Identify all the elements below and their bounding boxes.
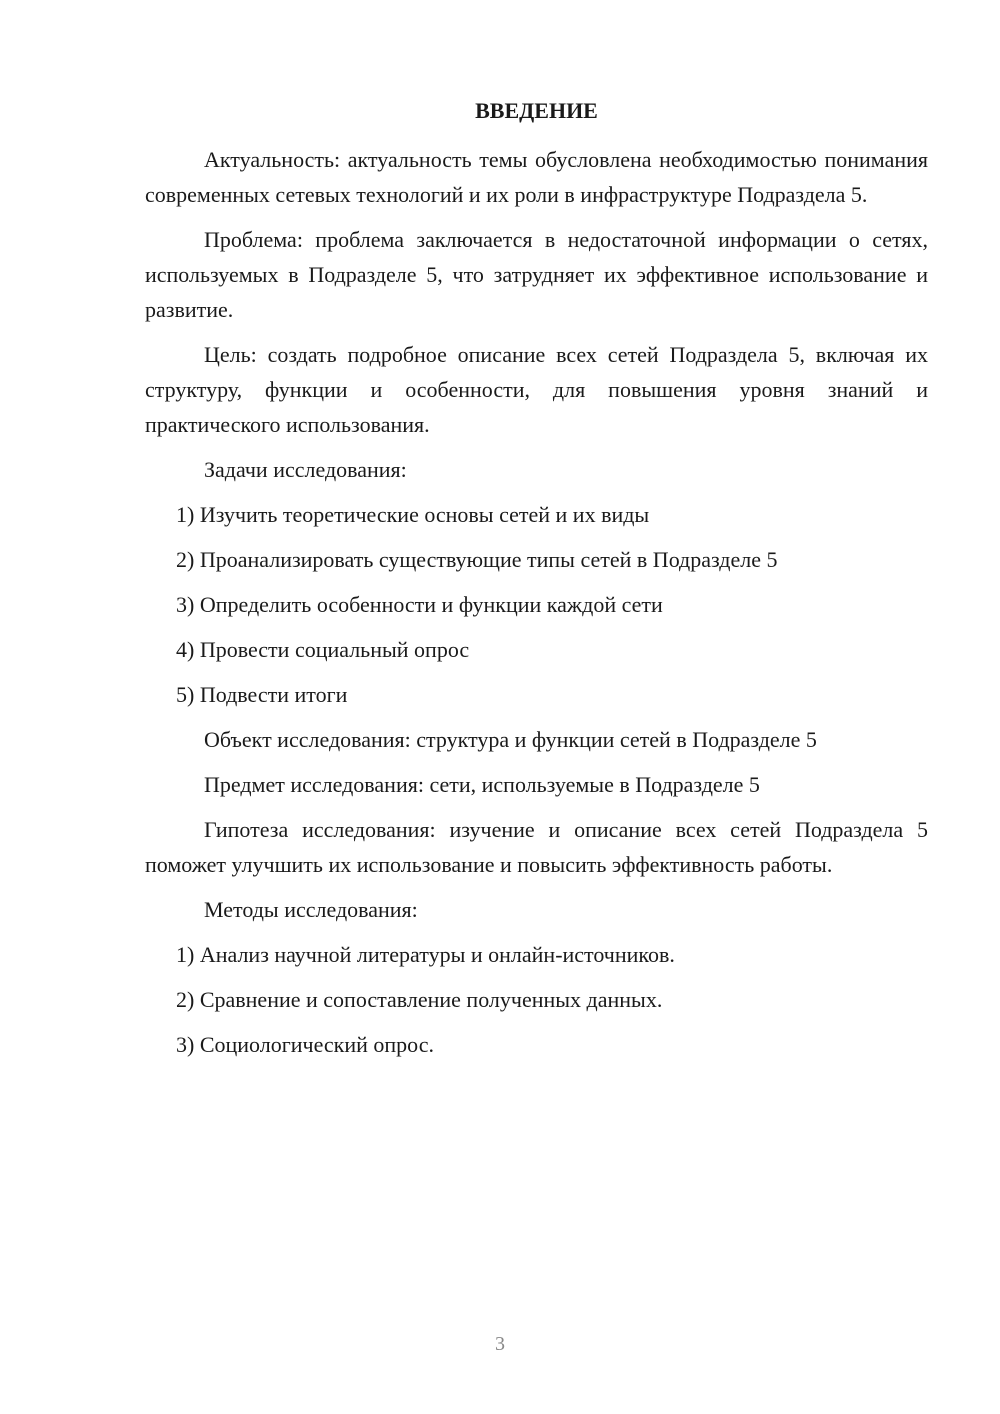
document-page	[145, 0, 928, 1414]
list-item: 4) Провести социальный опрос	[176, 637, 470, 662]
list-item: 1) Анализ научной литературы и онлайн-источников.	[176, 942, 675, 967]
list-item: 3) Определить особенности и функции каждой сети	[176, 592, 663, 617]
list-item: 2) Проанализировать существующие типы сетей в Подразделе 5	[176, 547, 778, 572]
page-number: 3	[495, 1333, 505, 1355]
document-body	[145, 142, 928, 1072]
tasks-list	[145, 497, 928, 712]
list-item: 5) Подвести итоги	[176, 682, 348, 707]
relevance-paragraph: Актуальность: актуальность темы обусловлена необходимостью понимания современных сетевых технологий и их роли в инфраструктуре Подраздела 5.	[145, 147, 928, 207]
hypothesis-paragraph: Гипотеза исследования: изучение и описание всех сетей Подраздела 5 поможет улучшить их использование и повысить эффективность работы.	[145, 817, 928, 877]
methods-heading: Методы исследования:	[204, 897, 418, 922]
tasks-heading: Задачи исследования:	[204, 457, 407, 482]
object-paragraph: Объект исследования: структура и функции сетей в Подразделе 5	[204, 727, 817, 752]
list-item: 2) Сравнение и сопоставление полученных данных.	[176, 987, 663, 1012]
goal-paragraph: Цель: создать подробное описание всех сетей Подраздела 5, включая их структуру, функции и особенности, для повышения уровня знаний и практического использования.	[145, 342, 928, 437]
page-title: ВВЕДЕНИЕ	[475, 98, 598, 123]
problem-paragraph: Проблема: проблема заключается в недостаточной информации о сетях, используемых в Подразделе 5, что затрудняет их эффективное использование и развитие.	[145, 227, 928, 322]
list-item: 3) Социологический опрос.	[176, 1032, 434, 1057]
list-item: 1) Изучить теоретические основы сетей и их виды	[176, 502, 650, 527]
methods-list	[145, 937, 928, 1062]
subject-paragraph: Предмет исследования: сети, используемые в Подразделе 5	[204, 772, 760, 797]
